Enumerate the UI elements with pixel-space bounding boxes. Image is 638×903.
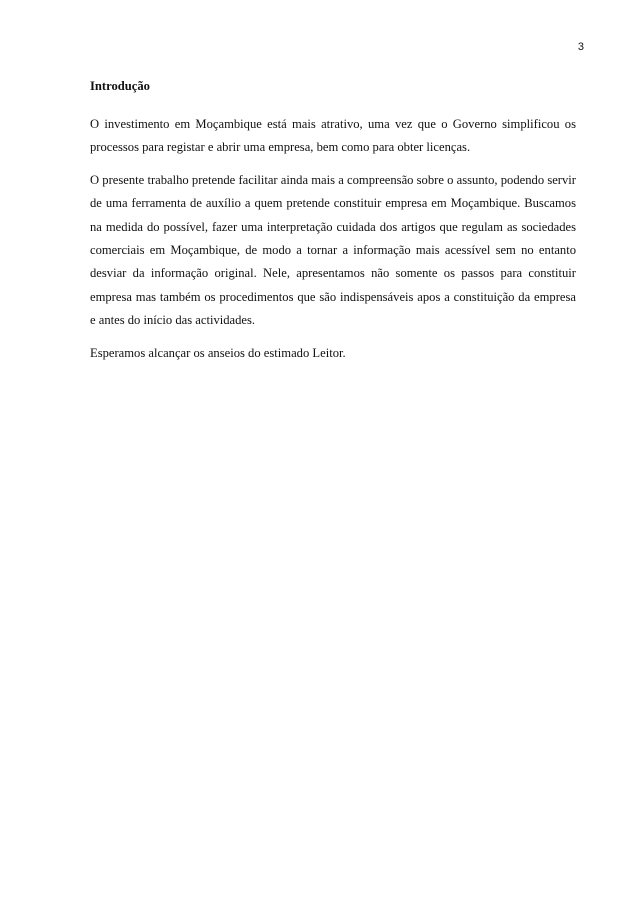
paragraph-purpose: O presente trabalho pretende facilitar ainda mais a compreensão sobre o assunto, podendo servir de uma ferramenta de auxílio a quem pretende constituir empresa em Moçambique. Buscamos na medida do possível, fazer uma interpretação cuidada dos artigos que regulam as sociedades comerciais em Moçambique, de modo a tornar a informação mais acessível sem no entanto desviar da informação original. Nele, apresentamos não somente os passos para constituir empresa mas também os procedimentos que são indispensáveis apos a constituição da empresa e antes do início das actividades. <box>90 172 576 328</box>
page-number: 3 <box>577 41 584 53</box>
paragraph-closing: Esperamos alcançar os anseios do estimado Leitor. <box>90 345 346 360</box>
document-body <box>90 78 576 374</box>
paragraph-intro: O investimento em Moçambique está mais atrativo, uma vez que o Governo simplificou os processos para registar e abrir uma empresa, bem como para obter licenças. <box>90 117 576 155</box>
section-heading: Introdução <box>90 79 150 93</box>
